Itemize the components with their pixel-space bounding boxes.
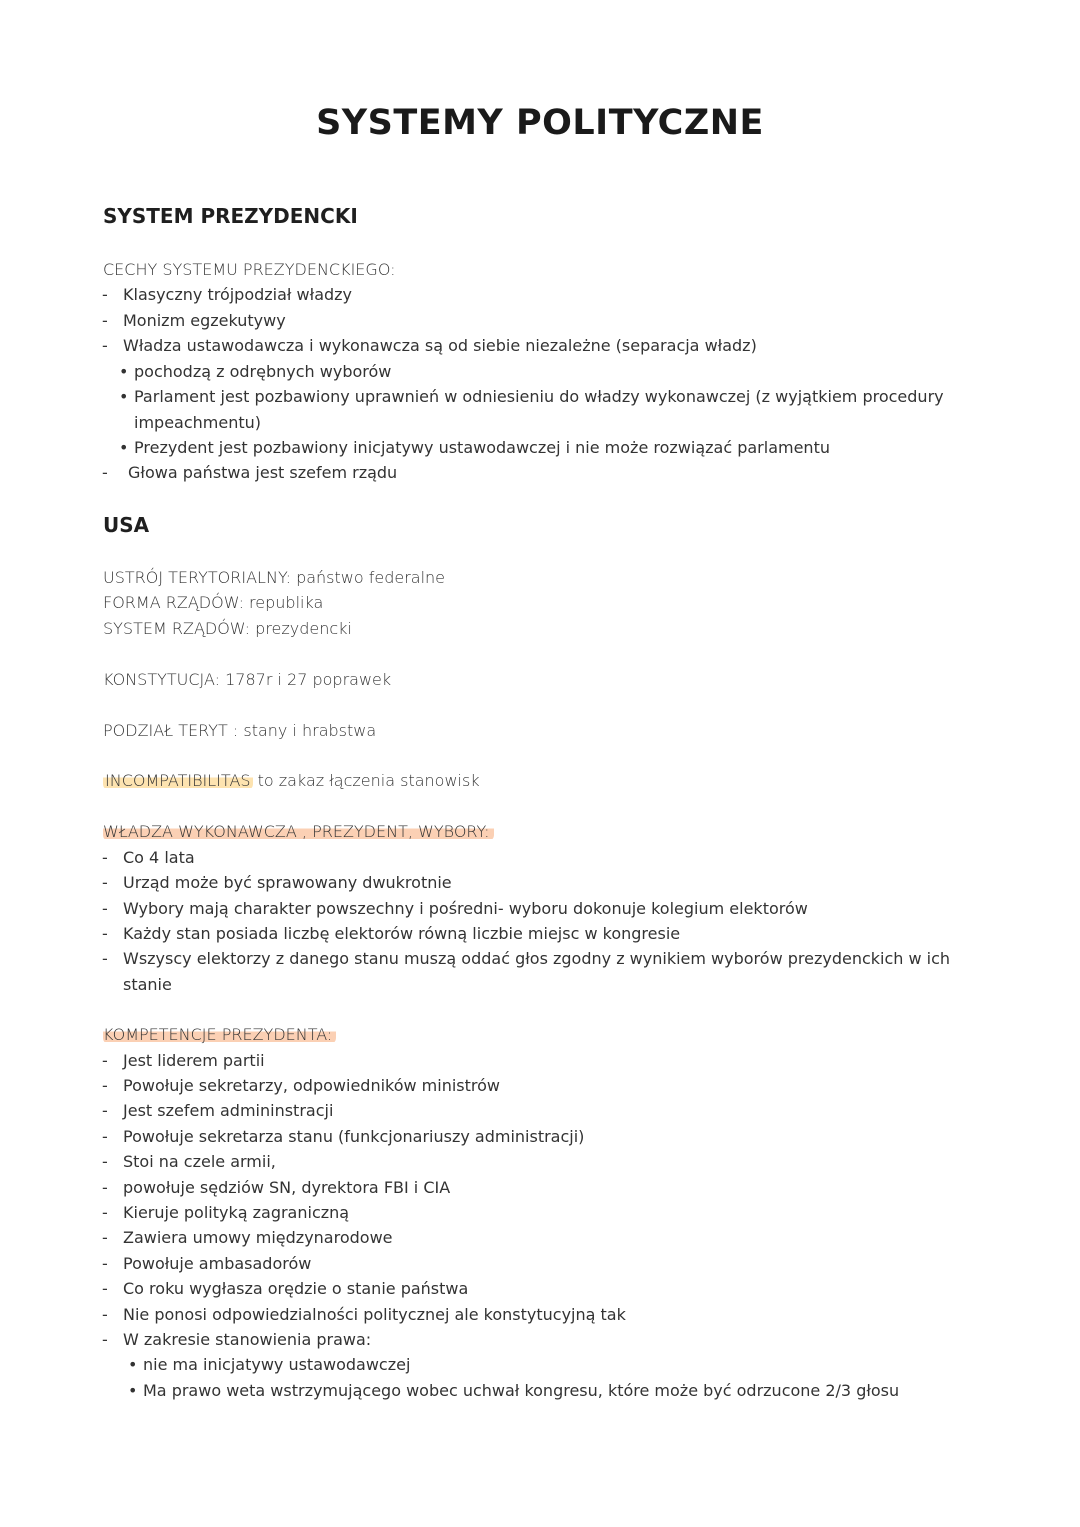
dash-bullet: - xyxy=(102,1178,108,1197)
list-item: Wszyscy elektorzy z danego stanu muszą oddać głos zgodny z wynikiem wyborów prezydenckich w ich xyxy=(123,949,951,968)
competences-label: KOMPETENCJE PREZYDENTA: xyxy=(103,1025,336,1044)
dash-bullet: - xyxy=(102,1279,108,1298)
dash-bullet: - xyxy=(102,311,108,330)
dash-bullet: - xyxy=(102,463,108,482)
dash-bullet: - xyxy=(102,1152,108,1171)
list-item: Kieruje polityką zagraniczną xyxy=(123,1203,350,1222)
list-item: powołuje sędziów SN, dyrektora FBI i CIA xyxy=(123,1178,451,1197)
list-item: Klasyczny trójpodział władzy xyxy=(123,285,353,304)
dash-bullet: - xyxy=(102,1051,108,1070)
sub-list-item-continuation: impeachmentu) xyxy=(134,413,261,432)
list-item: Urząd może być sprawowany dwukrotnie xyxy=(123,873,452,892)
highlighted-term: INCOMPATIBILITAS xyxy=(105,771,251,790)
list-item: Jest szefem admininstracji xyxy=(123,1101,334,1120)
dash-bullet: - xyxy=(102,285,108,304)
definition-text: to zakaz łączenia stanowisk xyxy=(252,771,480,790)
dash-bullet: - xyxy=(102,1101,108,1120)
list-item: W zakresie stanowienia prawa: xyxy=(123,1330,372,1349)
dash-bullet: - xyxy=(102,336,108,355)
list-item: Stoi na czele armii, xyxy=(123,1152,276,1171)
features-label: CECHY SYSTEMU PREZYDENCKIEGO: xyxy=(103,260,396,279)
dash-bullet: - xyxy=(102,899,108,918)
dash-bullet: - xyxy=(102,924,108,943)
dot-bullet: • xyxy=(119,362,129,381)
constitution-line: KONSTYTUCJA: 1787r i 27 poprawek xyxy=(103,670,392,689)
sub-list-item: Parlament jest pozbawiony uprawnień w odniesieniu do władzy wykonawczej (z wyjątkiem procedury xyxy=(134,387,944,406)
page-title: SYSTEMY POLITYCZNE xyxy=(316,103,764,143)
list-item: Władza ustawodawcza i wykonawcza są od siebie niezależne (separacja władz) xyxy=(123,336,757,355)
incompatibilitas-line xyxy=(103,768,480,793)
list-item: Powołuje sekretarza stanu (funkcjonariuszy administracji) xyxy=(123,1127,585,1146)
info-line: SYSTEM RZĄDÓW: prezydencki xyxy=(103,619,352,638)
list-item: Co roku wygłasza orędzie o stanie państwa xyxy=(123,1279,469,1298)
executive-label: WŁADZA WYKONAWCZA , PREZYDENT, WYBORY: xyxy=(103,822,494,841)
dash-bullet: - xyxy=(102,1254,108,1273)
dot-bullet: • xyxy=(119,438,129,457)
competences-label-line xyxy=(103,1022,336,1047)
sub-list-item: pochodzą z odrębnych wyborów xyxy=(134,362,392,381)
dash-bullet: - xyxy=(102,1076,108,1095)
dash-bullet: - xyxy=(102,1330,108,1349)
list-item: Zawiera umowy międzynarodowe xyxy=(123,1228,393,1247)
section-heading-presidential: SYSTEM PREZYDENCKI xyxy=(103,204,358,228)
section-heading-usa: USA xyxy=(103,513,150,537)
division-line: PODZIAŁ TERYT : stany i hrabstwa xyxy=(103,721,377,740)
list-item: Monizm egzekutywy xyxy=(123,311,286,330)
dash-bullet: - xyxy=(102,1203,108,1222)
executive-label-line xyxy=(103,819,494,844)
sub-list-item: nie ma inicjatywy ustawodawczej xyxy=(143,1355,411,1374)
sub-list-item: Prezydent jest pozbawiony inicjatywy ustawodawczej i nie może rozwiązać parlamentu xyxy=(134,438,830,457)
list-item: Nie ponosi odpowiedzialności politycznej ale konstytucyjną tak xyxy=(123,1305,626,1324)
list-item: Jest liderem partii xyxy=(123,1051,265,1070)
list-item: Każdy stan posiada liczbę elektorów równą liczbie miejsc w kongresie xyxy=(123,924,681,943)
dot-bullet: • xyxy=(119,387,129,406)
info-line: USTRÓJ TERYTORIALNY: państwo federalne xyxy=(103,568,446,587)
dash-bullet: - xyxy=(102,949,108,968)
dash-bullet: - xyxy=(102,1127,108,1146)
list-item: Wybory mają charakter powszechny i pośredni- wyboru dokonuje kolegium elektorów xyxy=(123,899,808,918)
dot-bullet: • xyxy=(128,1381,138,1400)
list-item-continuation: stanie xyxy=(123,975,172,994)
dash-bullet: - xyxy=(102,1305,108,1324)
info-line: FORMA RZĄDÓW: republika xyxy=(103,593,324,612)
dash-bullet: - xyxy=(102,873,108,892)
list-item: Powołuje sekretarzy, odpowiedników ministrów xyxy=(123,1076,501,1095)
dash-bullet: - xyxy=(102,1228,108,1247)
dot-bullet: • xyxy=(128,1355,138,1374)
list-item: Powołuje ambasadorów xyxy=(123,1254,312,1273)
dash-bullet: - xyxy=(102,848,108,867)
sub-list-item: Ma prawo weta wstrzymującego wobec uchwał kongresu, które może być odrzucone 2/3 głosu xyxy=(143,1381,900,1400)
list-item: Głowa państwa jest szefem rządu xyxy=(128,463,398,482)
list-item: Co 4 lata xyxy=(123,848,195,867)
